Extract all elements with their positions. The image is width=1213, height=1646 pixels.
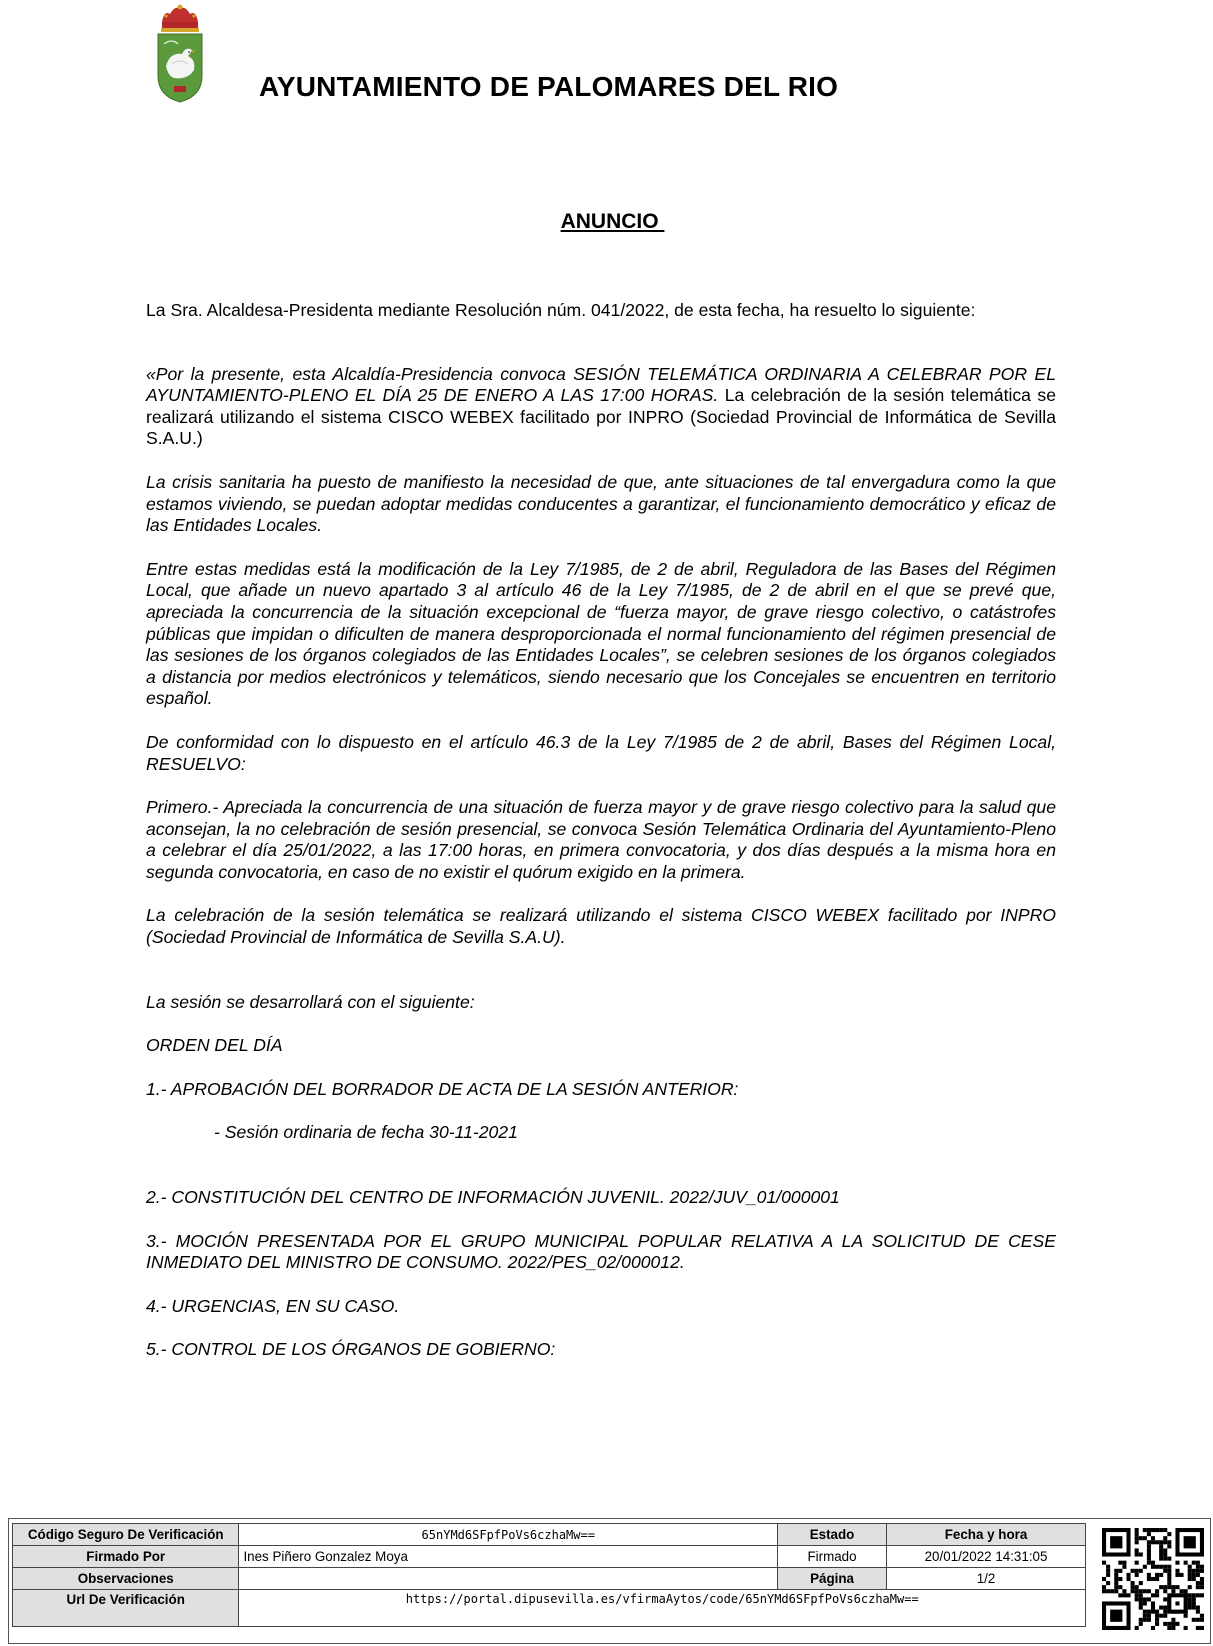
observaciones-label: Observaciones: [13, 1568, 239, 1590]
agenda-heading: ORDEN DEL DÍA: [146, 1035, 283, 1056]
convocation-paragraph: «Por la presente, esta Alcaldía-Presidencia convoca SESIÓN TELEMÁTICA ORDINARIA A CELEBRAR POR EL AYUNTAMIENTO-PLENO EL DÍA 25 DE ENERO A LAS 17:00 HORAS. La celebración de la sesión telemática se realizará utilizando el sistema CISCO WEBEX facilitado por INPRO (Sociedad Provincial de Informática de Sevilla S.A.U.): [146, 363, 1057, 449]
table-row: [13, 1568, 1086, 1590]
firmado-por-value: Ines Piñero Gonzalez Moya: [239, 1546, 778, 1568]
agenda-item-4: 4.- URGENCIAS, EN SU CASO.: [146, 1295, 400, 1316]
table-row: [13, 1546, 1086, 1568]
agenda-item-3: 3.- MOCIÓN PRESENTADA POR EL GRUPO MUNICIPAL POPULAR RELATIVA A LA SOLICITUD DE CESE INMEDIATO DEL MINISTRO DE CONSUMO. 2022/PES_02/000012.: [146, 1230, 1056, 1273]
page-title: AYUNTAMIENTO DE PALOMARES DEL RIO: [259, 71, 839, 102]
observaciones-value: [239, 1568, 778, 1590]
table-row: [13, 1590, 1086, 1627]
fecha-value: 20/01/2022 14:31:05: [887, 1546, 1086, 1568]
agenda-item-1-sub: - Sesión ordinaria de fecha 30-11-2021: [214, 1122, 518, 1143]
pagina-value: 1/2: [887, 1568, 1086, 1590]
agenda-item-5: 5.- CONTROL DE LOS ÓRGANOS DE GOBIERNO:: [146, 1339, 556, 1360]
estado-label: Estado: [778, 1524, 887, 1546]
verification-table: [12, 1523, 1086, 1627]
verification-url-link[interactable]: https://portal.dipusevilla.es/vfirmaAytos/code/65nYMd6SFpfPoVs6czhaMw==: [239, 1590, 1086, 1627]
first-resolution-paragraph: Primero.- Apreciada la concurrencia de una situación de fuerza mayor y de grave riesgo colectivo para la salud que aconsejan, la no celebración de sesión presencial, se convoca Sesión Telemática Ordinaria del Ayuntamiento-Pleno a celebrar el día 25/01/2022, a las 17:00 horas, en primera convocatoria, y dos días después a la misma hora en segunda convocatoria, en caso de no existir el quórum exigido en la primera.: [146, 797, 1056, 882]
session-intro: La sesión se desarrollará con el siguiente:: [146, 991, 475, 1012]
document-heading: ANUNCIO: [560, 210, 659, 233]
estado-value: Firmado: [778, 1546, 887, 1568]
agenda-item-1: 1.- APROBACIÓN DEL BORRADOR DE ACTA DE LA SESIÓN ANTERIOR:: [146, 1078, 739, 1099]
firmado-por-label: Firmado Por: [13, 1546, 239, 1568]
law-paragraph: Entre estas medidas está la modificación de la Ley 7/1985, de 2 de abril, Reguladora de las Bases del Régimen Local, que añade un nuevo apartado 3 al artículo 46 de la Ley 7/1985, de 2 de abril en el que se prevé que, apreciada la concurrencia de la situación excepcional de “fuerza mayor, de grave riesgo colectivo, o catástrofes públicas que impidan o dificulten de manera desproporcionada el normal funcionamiento del régimen presencial de las sesiones de los órganos colegiados de las Entidades Locales”, se celebren sesiones de los órganos colegiados a distancia por medios electrónicos y telemáticos, siendo necesario que los Concejales se encuentren en territorio español.: [146, 558, 1056, 709]
intro-paragraph: La Sra. Alcaldesa-Presidenta mediante Resolución núm. 041/2022, de esta fecha, ha resuelto lo siguiente:: [146, 300, 976, 320]
agenda-item-2: 2.- CONSTITUCIÓN DEL CENTRO DE INFORMACIÓN JUVENIL. 2022/JUV_01/000001: [146, 1187, 840, 1208]
crisis-paragraph: La crisis sanitaria ha puesto de manifiesto la necesidad de que, ante situaciones de tal envergadura como la que estamos viviendo, se puedan adoptar medidas conducentes a garantizar, el funcionamiento democrático y eficaz de las Entidades Locales.: [146, 471, 1056, 536]
qr-code-icon: [1102, 1528, 1204, 1630]
url-label: Url De Verificación: [13, 1590, 239, 1627]
csv-label: Código Seguro De Verificación: [13, 1524, 239, 1546]
resolution-paragraph: De conformidad con lo dispuesto en el artículo 46.3 de la Ley 7/1985 de 2 de abril, Bases del Régimen Local, RESUELVO:: [146, 731, 1056, 774]
table-row: [13, 1524, 1086, 1546]
csv-value: 65nYMd6SFpfPoVs6czhaMw==: [239, 1524, 778, 1546]
document-body: [146, 300, 1056, 1361]
verification-footer: [8, 1518, 1211, 1644]
fecha-label: Fecha y hora: [887, 1524, 1086, 1546]
pagina-label: Página: [778, 1568, 887, 1590]
webex-paragraph: La celebración de la sesión telemática se realizará utilizando el sistema CISCO WEBEX facilitado por INPRO (Sociedad Provincial de Informática de Sevilla S.A.U).: [146, 905, 1056, 948]
municipal-crest-icon: [152, 4, 208, 104]
